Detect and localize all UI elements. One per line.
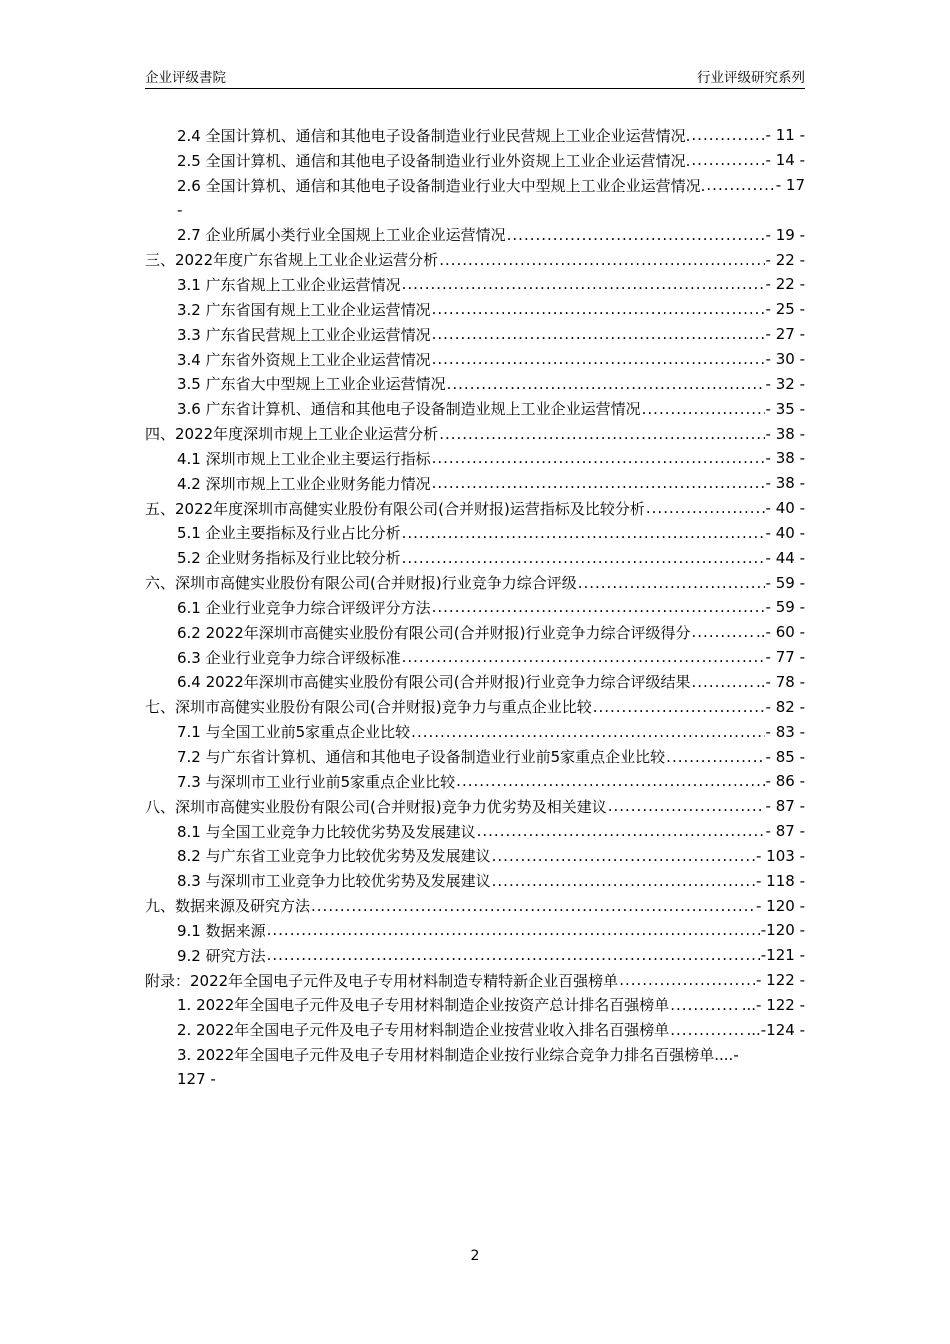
toc-entry-title: 9.1 数据来源 bbox=[177, 921, 266, 940]
toc-dot-leader bbox=[578, 574, 765, 592]
toc-dot-leader bbox=[267, 946, 760, 964]
toc-entry[interactable] bbox=[145, 719, 805, 744]
toc-entry[interactable] bbox=[145, 843, 805, 868]
toc-entry[interactable] bbox=[145, 993, 805, 1018]
toc-entry[interactable] bbox=[145, 595, 805, 620]
toc-entry-title: 2.7 企业所属小类行业全国规上工业企业运营情况 bbox=[177, 226, 506, 245]
header-divider bbox=[145, 88, 805, 89]
toc-entry[interactable] bbox=[145, 744, 805, 769]
toc-dot-leader bbox=[608, 797, 765, 815]
toc-entry-title: 3.2 广东省国有规上工业企业运营情况 bbox=[177, 300, 431, 319]
toc-entry-title: 附录：2022年全国电子元件及电子专用材料制造专精特新企业百强榜单 bbox=[145, 971, 619, 990]
toc-dot-leader bbox=[691, 151, 759, 169]
toc-entry-page: - 77 - bbox=[765, 648, 805, 667]
toc-dot-leader bbox=[311, 897, 755, 915]
toc-dot-leader bbox=[432, 325, 765, 343]
toc-entry[interactable] bbox=[145, 222, 805, 247]
toc-entry-title: 6.3 企业行业竞争力综合评级标准 bbox=[177, 648, 401, 667]
toc-dot-leader bbox=[593, 698, 765, 716]
toc-entry-page: - 32 - bbox=[765, 374, 805, 393]
toc-dot-leader bbox=[439, 251, 764, 269]
toc-entry-page: - 120 - bbox=[756, 896, 805, 915]
toc-dot-leader bbox=[492, 847, 755, 865]
toc-dot-leader bbox=[642, 400, 765, 418]
toc-entry[interactable] bbox=[145, 570, 805, 595]
toc-entry-page: - 87 - bbox=[765, 822, 805, 841]
toc-entry-title: 3. 2022年全国电子元件及电子专用材料制造企业按行业综合竞争力排名百强榜单....- bbox=[177, 1046, 739, 1065]
toc-dot-leader bbox=[666, 748, 764, 766]
toc-entry[interactable] bbox=[145, 272, 805, 297]
toc-dot-leader bbox=[402, 549, 765, 567]
header-series: 行业评级研究系列 bbox=[697, 70, 805, 86]
toc-entry-title: - bbox=[177, 200, 183, 219]
header-publisher: 企业评级書院 bbox=[145, 70, 226, 86]
toc-entry[interactable] bbox=[145, 545, 805, 570]
toc-entry[interactable] bbox=[145, 247, 805, 272]
toc-dot-leader bbox=[670, 996, 740, 1014]
toc-entry[interactable] bbox=[145, 1042, 805, 1067]
toc-entry-page: -120 - bbox=[760, 921, 805, 940]
toc-dot-leader bbox=[477, 822, 765, 840]
toc-entry-page: - 38 - bbox=[765, 424, 805, 443]
toc-entry-title: 8.1 与全国工业竞争力比较优劣势及发展建议 bbox=[177, 822, 476, 841]
toc-entry-title: 八、深圳市高健实业股份有限公司(合并财报)竞争力优劣势及相关建议 bbox=[145, 797, 607, 816]
toc-entry[interactable] bbox=[145, 819, 805, 844]
toc-entry-title: 三、2022年度广东省规上工业企业运营分析 bbox=[145, 251, 439, 270]
toc-entry[interactable] bbox=[145, 148, 805, 173]
toc-entry[interactable] bbox=[145, 918, 805, 943]
toc-entry-title: 四、2022年度深圳市规上工业企业运营分析 bbox=[145, 425, 439, 444]
toc-dot-leader bbox=[402, 648, 765, 666]
toc-entry-page: - 87 - bbox=[765, 797, 805, 816]
toc-entry[interactable] bbox=[145, 322, 805, 347]
toc-entry-title: 8.2 与广东省工业竞争力比较优劣势及发展建议 bbox=[177, 847, 491, 866]
toc-dot-leader bbox=[402, 275, 765, 293]
toc-entry-page: - 59 - bbox=[765, 598, 805, 617]
toc-entry-page: - 38 - bbox=[765, 474, 805, 493]
toc-entry[interactable] bbox=[145, 521, 805, 546]
toc-entry-page: ...-124 - bbox=[746, 1020, 805, 1039]
toc-entry-title: 6.1 企业行业竞争力综合评级评分方法 bbox=[177, 598, 431, 617]
toc-entry-title: 六、深圳市高健实业股份有限公司(合并财报)行业竞争力综合评级 bbox=[145, 574, 577, 593]
toc-entry[interactable] bbox=[145, 347, 805, 372]
toc-entry-page: - 38 - bbox=[765, 449, 805, 468]
toc-entry-title: 8.3 与深圳市工业竞争力比较优劣势及发展建议 bbox=[177, 872, 491, 891]
toc-entry-title: 5.2 企业财务指标及行业比较分析 bbox=[177, 549, 401, 568]
toc-entry[interactable] bbox=[145, 396, 805, 421]
toc-entry-title: 2.4 全国计算机、通信和其他电子设备制造业行业民营规上工业企业运营情况. bbox=[177, 126, 691, 145]
toc-entry[interactable] bbox=[145, 1017, 805, 1042]
toc-dot-leader bbox=[432, 598, 765, 616]
toc-dot-leader bbox=[619, 971, 755, 989]
toc-entry-page: ...- 122 - bbox=[741, 995, 805, 1014]
toc-entry-page: - 103 - bbox=[756, 846, 805, 865]
toc-entry-page: - 30 - bbox=[765, 350, 805, 369]
toc-entry[interactable] bbox=[145, 943, 805, 968]
toc-entry-title: 3.6 广东省计算机、通信和其他电子设备制造业规上工业企业运营情况 bbox=[177, 400, 641, 419]
toc-dot-leader bbox=[692, 673, 756, 691]
toc-dot-leader bbox=[706, 176, 774, 194]
toc-dot-leader bbox=[432, 474, 765, 492]
toc-entry[interactable] bbox=[145, 421, 805, 446]
toc-dot-leader bbox=[432, 350, 765, 368]
toc-entry-title: 9.2 研究方法 bbox=[177, 946, 266, 965]
toc-entry-title: 3.1 广东省规上工业企业运营情况 bbox=[177, 275, 401, 294]
toc-entry-page: ..- 60 - bbox=[756, 623, 805, 642]
toc-entry-title: 3.3 广东省民营规上工业企业运营情况 bbox=[177, 325, 431, 344]
toc-entry[interactable] bbox=[145, 371, 805, 396]
toc-entry-page: - 122 - bbox=[756, 971, 805, 990]
toc-entry-title: 7.1 与全国工业前5家重点企业比较 bbox=[177, 723, 411, 742]
toc-entry-page: - 118 - bbox=[756, 871, 805, 890]
toc-entry-page: - 17 bbox=[775, 176, 805, 195]
toc-dot-leader bbox=[492, 872, 755, 890]
toc-dot-leader bbox=[432, 300, 765, 318]
toc-entry-title: 2.6 全国计算机、通信和其他电子设备制造业行业大中型规上工业企业运营情况. bbox=[177, 176, 706, 195]
toc-entry-page: ..- 78 - bbox=[756, 672, 805, 691]
toc-entry-title: 127 - bbox=[177, 1070, 216, 1089]
toc-entry-page: - 19 - bbox=[765, 225, 805, 244]
toc-entry-title: 七、深圳市高健实业股份有限公司(合并财报)竞争力与重点企业比较 bbox=[145, 698, 592, 717]
toc-entry-page: - 85 - bbox=[765, 747, 805, 766]
toc-entry[interactable] bbox=[145, 297, 805, 322]
toc-entry-page: - 22 - bbox=[765, 275, 805, 294]
toc-entry-title: 6.2 2022年深圳市高健实业股份有限公司(合并财报)行业竞争力综合评级得分 bbox=[177, 623, 691, 642]
toc-entry[interactable] bbox=[145, 123, 805, 148]
toc-entry-page: - 35 - bbox=[765, 399, 805, 418]
toc-entry[interactable] bbox=[145, 198, 805, 223]
toc-entry[interactable] bbox=[145, 968, 805, 993]
toc-entry-page: - 27 - bbox=[765, 325, 805, 344]
toc-dot-leader bbox=[691, 126, 759, 144]
toc-entry-page: - 40 - bbox=[765, 499, 805, 518]
toc-entry-page: - 25 - bbox=[765, 300, 805, 319]
toc-dot-leader bbox=[670, 1021, 745, 1039]
toc-dot-leader bbox=[432, 449, 765, 467]
toc-entry-title: 五、2022年度深圳市高健实业股份有限公司(合并财报)运营指标及比较分析 bbox=[145, 499, 645, 518]
toc-dot-leader bbox=[456, 772, 764, 790]
toc-entry[interactable] bbox=[145, 794, 805, 819]
toc-entry-title: 7.2 与广东省计算机、通信和其他电子设备制造业行业前5家重点企业比较 bbox=[177, 748, 666, 767]
toc-dot-leader bbox=[439, 425, 764, 443]
toc-entry[interactable] bbox=[145, 670, 805, 695]
toc-entry[interactable] bbox=[145, 173, 805, 198]
toc-dot-leader bbox=[411, 723, 764, 741]
toc-entry-title: 7.3 与深圳市工业行业前5家重点企业比较 bbox=[177, 772, 456, 791]
toc-entry-title: 1. 2022年全国电子元件及电子专用材料制造企业按资产总计排名百强榜单 bbox=[177, 996, 670, 1015]
toc-entry[interactable] bbox=[145, 496, 805, 521]
toc-entry-page: - 59 - bbox=[765, 573, 805, 592]
toc-entry-page: -121 - bbox=[760, 946, 805, 965]
toc-entry-title: 6.4 2022年深圳市高健实业股份有限公司(合并财报)行业竞争力综合评级结果 bbox=[177, 673, 691, 692]
toc-entry-title: 3.4 广东省外资规上工业企业运营情况 bbox=[177, 350, 431, 369]
toc-entry-page: - 22 - bbox=[765, 250, 805, 269]
toc-entry-title: 九、数据来源及研究方法 bbox=[145, 897, 311, 916]
toc-entry[interactable] bbox=[145, 620, 805, 645]
toc-entry[interactable] bbox=[145, 645, 805, 670]
toc-entry-page: .- 14 - bbox=[760, 151, 805, 170]
toc-dot-leader bbox=[267, 921, 760, 939]
toc-entry-page: - 83 - bbox=[765, 722, 805, 741]
toc-entry-page: .- 11 - bbox=[760, 126, 805, 145]
toc-entry-title: 3.5 广东省大中型规上工业企业运营情况 bbox=[177, 375, 446, 394]
toc-entry-title: 2. 2022年全国电子元件及电子专用材料制造企业按营业收入排名百强榜单 bbox=[177, 1021, 670, 1040]
toc-entry[interactable] bbox=[145, 694, 805, 719]
toc-entry-page: - 40 - bbox=[765, 523, 805, 542]
toc-entry-title: 2.5 全国计算机、通信和其他电子设备制造业行业外资规上工业企业运营情况. bbox=[177, 151, 691, 170]
toc-entry-page: - 82 - bbox=[765, 697, 805, 716]
toc-dot-leader bbox=[507, 226, 765, 244]
toc-entry-page: - 44 - bbox=[765, 548, 805, 567]
toc-entry-title: 5.1 企业主要指标及行业占比分析 bbox=[177, 524, 401, 543]
toc-entry-title: 4.2 深圳市规上工业企业财务能力情况 bbox=[177, 474, 431, 493]
table-of-contents bbox=[145, 123, 805, 1092]
toc-entry[interactable] bbox=[145, 471, 805, 496]
toc-entry[interactable] bbox=[145, 446, 805, 471]
toc-entry[interactable] bbox=[145, 868, 805, 893]
toc-entry[interactable] bbox=[145, 893, 805, 918]
toc-dot-leader bbox=[692, 623, 756, 641]
toc-entry[interactable] bbox=[145, 1067, 805, 1092]
toc-entry[interactable] bbox=[145, 769, 805, 794]
toc-entry-page: - 86 - bbox=[765, 772, 805, 791]
toc-dot-leader bbox=[646, 499, 765, 517]
toc-dot-leader bbox=[402, 524, 765, 542]
page-number: 2 bbox=[470, 1248, 480, 1264]
toc-entry-title: 4.1 深圳市规上工业企业主要运行指标 bbox=[177, 449, 431, 468]
toc-dot-leader bbox=[447, 375, 765, 393]
